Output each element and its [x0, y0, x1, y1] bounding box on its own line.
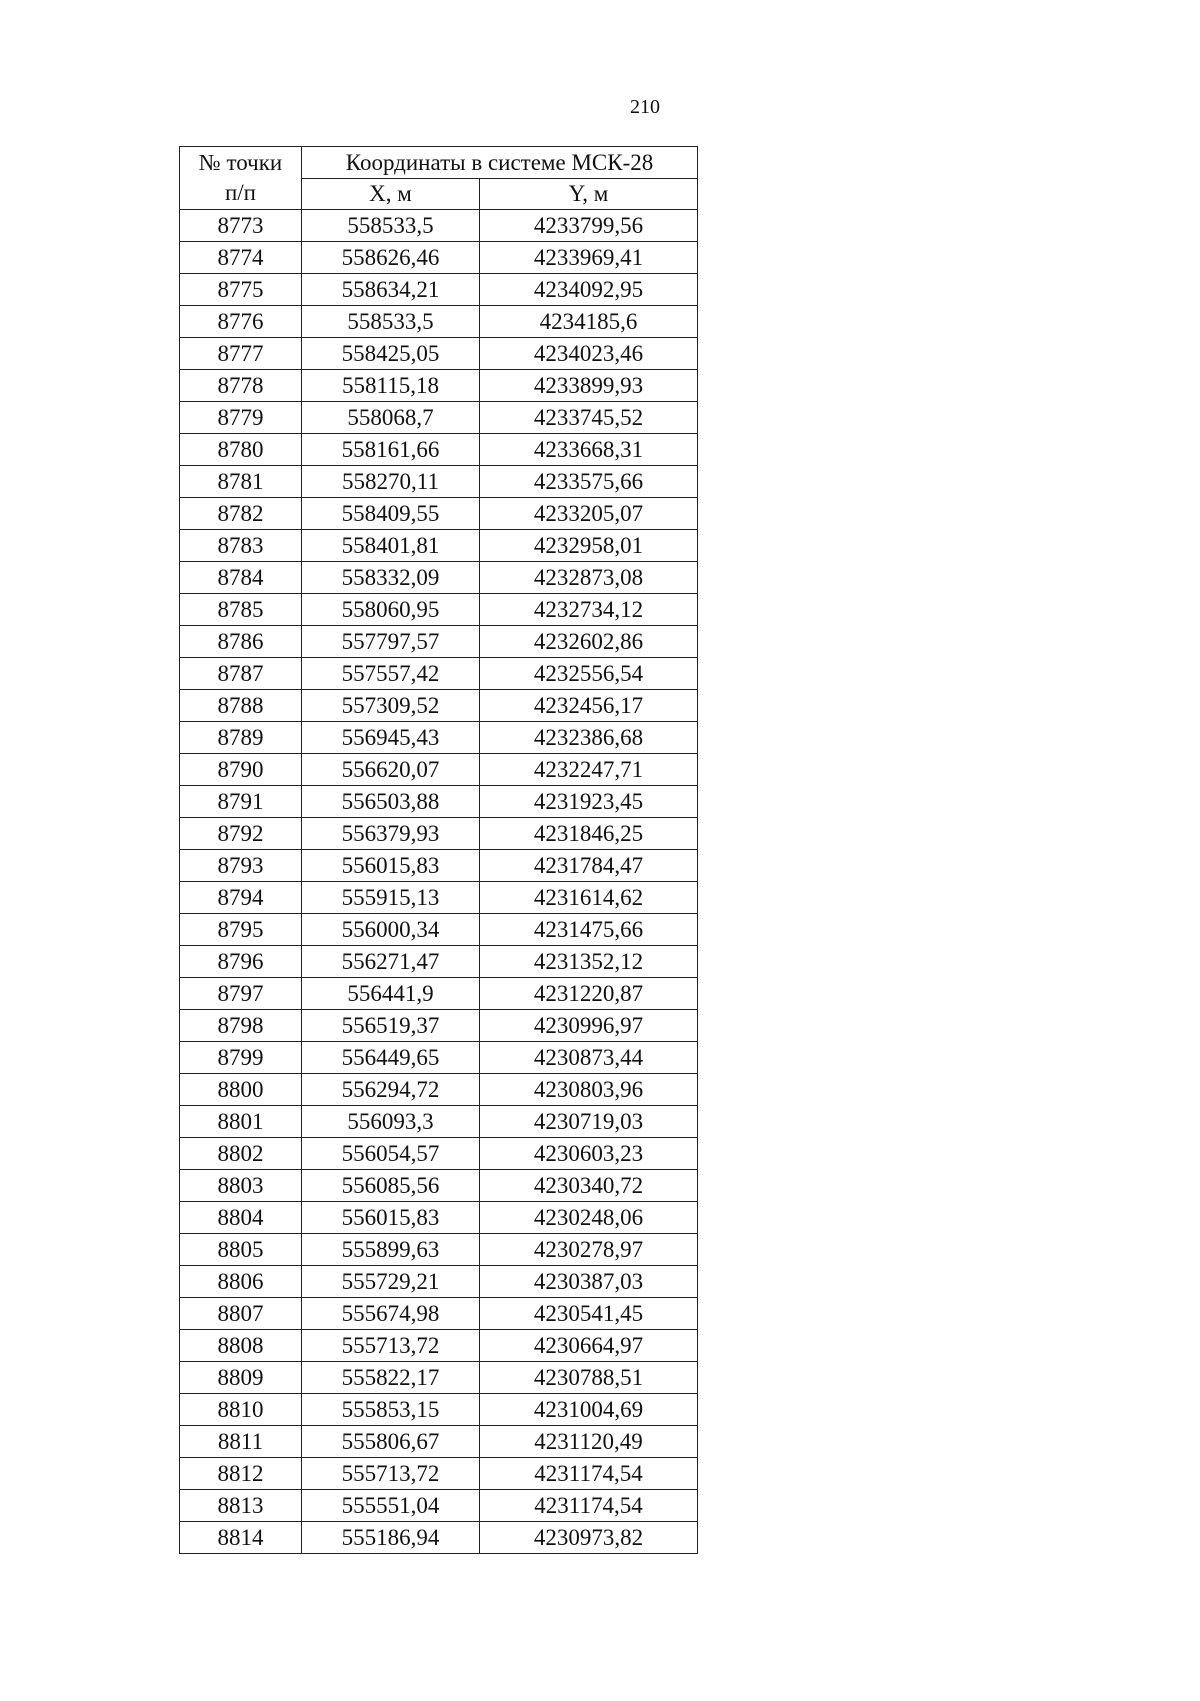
x-coordinate-cell: 555915,13	[302, 882, 480, 914]
table-row	[180, 978, 698, 1010]
y-coordinate-cell: 4233205,07	[480, 498, 698, 530]
y-coordinate-cell: 4230788,51	[480, 1362, 698, 1394]
point-number-cell: 8810	[180, 1394, 302, 1426]
table-row	[180, 1458, 698, 1490]
table-row	[180, 1106, 698, 1138]
point-number-cell: 8811	[180, 1426, 302, 1458]
table-row	[180, 882, 698, 914]
point-number-cell: 8781	[180, 466, 302, 498]
y-coordinate-cell: 4233799,56	[480, 210, 698, 242]
x-coordinate-cell: 556945,43	[302, 722, 480, 754]
point-number-cell: 8813	[180, 1490, 302, 1522]
table-row	[180, 594, 698, 626]
x-coordinate-cell: 555186,94	[302, 1522, 480, 1554]
point-number-header-line2: п/п	[224, 180, 256, 205]
point-number-cell: 8791	[180, 786, 302, 818]
table-row	[180, 210, 698, 242]
x-coordinate-cell: 557309,52	[302, 690, 480, 722]
table-row	[180, 818, 698, 850]
x-coordinate-cell: 555806,67	[302, 1426, 480, 1458]
x-coordinate-cell: 558634,21	[302, 274, 480, 306]
table-row	[180, 1010, 698, 1042]
x-coordinate-cell: 558161,66	[302, 434, 480, 466]
table-row	[180, 1234, 698, 1266]
table-row	[180, 402, 698, 434]
y-coordinate-cell: 4231846,25	[480, 818, 698, 850]
y-coordinate-cell: 4230973,82	[480, 1522, 698, 1554]
table-row	[180, 690, 698, 722]
table-row	[180, 1362, 698, 1394]
x-coordinate-cell: 555729,21	[302, 1266, 480, 1298]
table-row	[180, 274, 698, 306]
x-coordinate-cell: 555713,72	[302, 1330, 480, 1362]
point-number-cell: 8798	[180, 1010, 302, 1042]
y-coordinate-cell: 4232247,71	[480, 754, 698, 786]
point-number-cell: 8814	[180, 1522, 302, 1554]
table-row	[180, 754, 698, 786]
x-coordinate-cell: 556441,9	[302, 978, 480, 1010]
y-coordinate-cell: 4230803,96	[480, 1074, 698, 1106]
table-row	[180, 1074, 698, 1106]
y-coordinate-cell: 4230664,97	[480, 1330, 698, 1362]
x-coordinate-cell: 556503,88	[302, 786, 480, 818]
point-number-cell: 8787	[180, 658, 302, 690]
y-coordinate-cell: 4231614,62	[480, 882, 698, 914]
x-coordinate-cell: 556379,93	[302, 818, 480, 850]
x-coordinate-cell: 556093,3	[302, 1106, 480, 1138]
point-number-cell: 8785	[180, 594, 302, 626]
x-coordinate-cell: 556519,37	[302, 1010, 480, 1042]
y-coordinate-cell: 4231220,87	[480, 978, 698, 1010]
x-coordinate-cell: 556054,57	[302, 1138, 480, 1170]
point-number-cell: 8804	[180, 1202, 302, 1234]
x-coordinate-cell: 556015,83	[302, 850, 480, 882]
point-number-cell: 8788	[180, 690, 302, 722]
point-number-cell: 8808	[180, 1330, 302, 1362]
point-number-cell: 8777	[180, 338, 302, 370]
point-number-cell: 8792	[180, 818, 302, 850]
table-row	[180, 850, 698, 882]
point-number-cell: 8774	[180, 242, 302, 274]
table-body	[180, 210, 698, 1554]
page-number: 210	[630, 96, 660, 118]
y-coordinate-cell: 4232958,01	[480, 530, 698, 562]
x-column-header: X, м	[302, 179, 480, 210]
table-row	[180, 946, 698, 978]
point-number-cell: 8778	[180, 370, 302, 402]
point-number-cell: 8784	[180, 562, 302, 594]
y-column-header: Y, м	[480, 179, 698, 210]
y-coordinate-cell: 4232556,54	[480, 658, 698, 690]
table-row	[180, 1138, 698, 1170]
x-coordinate-cell: 555551,04	[302, 1490, 480, 1522]
y-coordinate-cell: 4231120,49	[480, 1426, 698, 1458]
x-coordinate-cell: 556294,72	[302, 1074, 480, 1106]
x-coordinate-cell: 558409,55	[302, 498, 480, 530]
table-header	[180, 147, 698, 210]
table-row	[180, 1170, 698, 1202]
table-row	[180, 1042, 698, 1074]
x-coordinate-cell: 557797,57	[302, 626, 480, 658]
x-coordinate-cell: 558115,18	[302, 370, 480, 402]
y-coordinate-cell: 4232456,17	[480, 690, 698, 722]
table-row	[180, 242, 698, 274]
table-row	[180, 1330, 698, 1362]
point-number-cell: 8796	[180, 946, 302, 978]
table-row	[180, 1202, 698, 1234]
x-coordinate-cell: 558068,7	[302, 402, 480, 434]
table-row	[180, 498, 698, 530]
x-coordinate-cell: 555853,15	[302, 1394, 480, 1426]
x-coordinate-cell: 558401,81	[302, 530, 480, 562]
coordinates-table	[179, 146, 698, 1554]
point-number-cell: 8797	[180, 978, 302, 1010]
table-row	[180, 626, 698, 658]
table-row	[180, 1426, 698, 1458]
y-coordinate-cell: 4230996,97	[480, 1010, 698, 1042]
x-coordinate-cell: 556449,65	[302, 1042, 480, 1074]
point-number-cell: 8782	[180, 498, 302, 530]
y-coordinate-cell: 4230603,23	[480, 1138, 698, 1170]
y-coordinate-cell: 4230387,03	[480, 1266, 698, 1298]
y-coordinate-cell: 4233575,66	[480, 466, 698, 498]
y-coordinate-cell: 4233899,93	[480, 370, 698, 402]
y-coordinate-cell: 4230719,03	[480, 1106, 698, 1138]
y-coordinate-cell: 4232734,12	[480, 594, 698, 626]
table-row	[180, 786, 698, 818]
y-coordinate-cell: 4231784,47	[480, 850, 698, 882]
y-coordinate-cell: 4234092,95	[480, 274, 698, 306]
point-number-cell: 8775	[180, 274, 302, 306]
y-coordinate-cell: 4233745,52	[480, 402, 698, 434]
point-number-header-line1: № точки	[198, 150, 283, 175]
point-number-cell: 8776	[180, 306, 302, 338]
y-coordinate-cell: 4233668,31	[480, 434, 698, 466]
y-coordinate-cell: 4230541,45	[480, 1298, 698, 1330]
x-coordinate-cell: 556085,56	[302, 1170, 480, 1202]
point-number-cell: 8789	[180, 722, 302, 754]
x-coordinate-cell: 558425,05	[302, 338, 480, 370]
point-number-header	[180, 147, 302, 210]
x-coordinate-cell: 558060,95	[302, 594, 480, 626]
point-number-cell: 8795	[180, 914, 302, 946]
y-coordinate-cell: 4230340,72	[480, 1170, 698, 1202]
y-coordinate-cell: 4231475,66	[480, 914, 698, 946]
point-number-cell: 8779	[180, 402, 302, 434]
x-coordinate-cell: 555713,72	[302, 1458, 480, 1490]
x-coordinate-cell: 558270,11	[302, 466, 480, 498]
x-coordinate-cell: 558332,09	[302, 562, 480, 594]
point-number-cell: 8806	[180, 1266, 302, 1298]
y-coordinate-cell: 4233969,41	[480, 242, 698, 274]
table-row	[180, 1490, 698, 1522]
point-number-cell: 8790	[180, 754, 302, 786]
table-row	[180, 722, 698, 754]
x-coordinate-cell: 556000,34	[302, 914, 480, 946]
table-row	[180, 306, 698, 338]
table-row	[180, 1298, 698, 1330]
y-coordinate-cell: 4230873,44	[480, 1042, 698, 1074]
table-row	[180, 530, 698, 562]
point-number-cell: 8799	[180, 1042, 302, 1074]
y-coordinate-cell: 4231004,69	[480, 1394, 698, 1426]
y-coordinate-cell: 4232386,68	[480, 722, 698, 754]
table-row	[180, 466, 698, 498]
x-coordinate-cell: 558533,5	[302, 306, 480, 338]
x-coordinate-cell: 555674,98	[302, 1298, 480, 1330]
y-coordinate-cell: 4234185,6	[480, 306, 698, 338]
point-number-cell: 8812	[180, 1458, 302, 1490]
point-number-cell: 8807	[180, 1298, 302, 1330]
table-row	[180, 1522, 698, 1554]
point-number-cell: 8794	[180, 882, 302, 914]
x-coordinate-cell: 558626,46	[302, 242, 480, 274]
point-number-cell: 8786	[180, 626, 302, 658]
table-row	[180, 434, 698, 466]
y-coordinate-cell: 4230278,97	[480, 1234, 698, 1266]
y-coordinate-cell: 4230248,06	[480, 1202, 698, 1234]
x-coordinate-cell: 556620,07	[302, 754, 480, 786]
point-number-cell: 8803	[180, 1170, 302, 1202]
y-coordinate-cell: 4232873,08	[480, 562, 698, 594]
table-row	[180, 562, 698, 594]
x-coordinate-cell: 556271,47	[302, 946, 480, 978]
table-row	[180, 1266, 698, 1298]
table-row	[180, 370, 698, 402]
point-number-cell: 8773	[180, 210, 302, 242]
y-coordinate-cell: 4231352,12	[480, 946, 698, 978]
table-row	[180, 338, 698, 370]
y-coordinate-cell: 4232602,86	[480, 626, 698, 658]
point-number-cell: 8780	[180, 434, 302, 466]
y-coordinate-cell: 4231174,54	[480, 1490, 698, 1522]
x-coordinate-cell: 557557,42	[302, 658, 480, 690]
x-coordinate-cell: 555899,63	[302, 1234, 480, 1266]
table-row	[180, 914, 698, 946]
table-row	[180, 1394, 698, 1426]
x-coordinate-cell: 555822,17	[302, 1362, 480, 1394]
coordinates-caption-header: Координаты в системе МСК-28	[302, 147, 698, 179]
x-coordinate-cell: 558533,5	[302, 210, 480, 242]
y-coordinate-cell: 4231923,45	[480, 786, 698, 818]
point-number-cell: 8801	[180, 1106, 302, 1138]
point-number-cell: 8800	[180, 1074, 302, 1106]
point-number-cell: 8793	[180, 850, 302, 882]
x-coordinate-cell: 556015,83	[302, 1202, 480, 1234]
table-row	[180, 658, 698, 690]
point-number-cell: 8802	[180, 1138, 302, 1170]
y-coordinate-cell: 4234023,46	[480, 338, 698, 370]
point-number-cell: 8809	[180, 1362, 302, 1394]
y-coordinate-cell: 4231174,54	[480, 1458, 698, 1490]
point-number-cell: 8783	[180, 530, 302, 562]
point-number-cell: 8805	[180, 1234, 302, 1266]
